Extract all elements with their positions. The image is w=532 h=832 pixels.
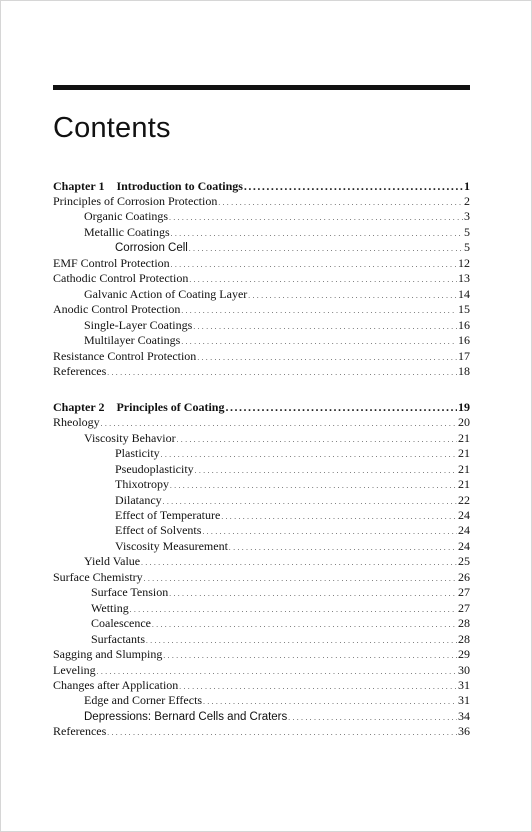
toc-entry[interactable]: [53, 678, 470, 693]
dot-leader: [141, 556, 457, 571]
toc-entry-label: Effect of Solvents: [115, 523, 202, 537]
dot-leader: [169, 587, 457, 602]
toc-entry[interactable]: [53, 477, 470, 492]
page-number: 24: [458, 523, 470, 537]
toc-entry[interactable]: [53, 302, 470, 317]
page-number: 12: [458, 256, 470, 270]
toc-entry[interactable]: [53, 647, 470, 662]
page-number: 15: [458, 302, 470, 316]
dot-leader: [170, 479, 457, 494]
toc-entry-label: Resistance Control Protection: [53, 349, 197, 363]
toc-entry[interactable]: [53, 446, 470, 461]
dot-leader: [202, 525, 457, 540]
page-number: 21: [458, 477, 470, 491]
page-number: 1: [464, 179, 470, 193]
toc-entry-label: Effect of Temperature: [115, 508, 221, 522]
toc-entry[interactable]: [53, 209, 470, 224]
toc-entry-label: Surface Tension: [91, 585, 169, 599]
contents-heading: Contents: [53, 112, 171, 144]
dot-leader: [244, 179, 463, 194]
dot-leader: [161, 448, 457, 463]
page-number: 29: [458, 647, 470, 661]
page-number: 14: [458, 287, 470, 301]
toc-entry-label: Leveling: [53, 663, 96, 677]
chapter-number: Chapter 2: [53, 400, 105, 414]
page-number: 3: [464, 209, 470, 223]
toc-entry[interactable]: [53, 523, 470, 538]
toc-entry-label: Cathodic Control Protection: [53, 271, 189, 285]
dot-leader: [181, 304, 457, 319]
dot-leader: [181, 335, 457, 350]
toc-entry[interactable]: [53, 462, 470, 477]
toc-entry[interactable]: [53, 693, 470, 708]
toc-entry[interactable]: [53, 709, 470, 724]
page-number: 2: [464, 194, 470, 208]
page-number: 16: [458, 333, 470, 347]
page-number: 19: [458, 400, 470, 414]
toc-entry[interactable]: [53, 570, 470, 585]
dot-leader: [107, 366, 457, 381]
toc-entry[interactable]: [53, 415, 470, 430]
toc-entry-label: Viscosity Behavior: [84, 431, 176, 445]
page-number: 17: [458, 349, 470, 363]
toc-entry[interactable]: [53, 585, 470, 600]
dot-leader: [189, 242, 463, 257]
toc-entry[interactable]: [53, 431, 470, 446]
page-number: 16: [458, 318, 470, 332]
page-number: 27: [458, 585, 470, 599]
page-number: 27: [458, 601, 470, 615]
toc-entry-label: Yield Value: [84, 554, 141, 568]
toc-entry-label: Metallic Coatings: [84, 225, 170, 239]
toc-entry-label: Principles of Corrosion Protection: [53, 194, 218, 208]
dot-leader: [101, 417, 457, 432]
dot-leader: [163, 649, 457, 664]
dot-leader: [169, 211, 463, 226]
toc-entry-label: Viscosity Measurement: [115, 539, 228, 553]
page-number: 21: [458, 446, 470, 460]
page-number: 5: [464, 240, 470, 254]
dot-leader: [225, 400, 457, 415]
page-number: 31: [458, 678, 470, 692]
toc-entry[interactable]: [53, 616, 470, 631]
toc-entry[interactable]: [53, 240, 470, 255]
page-number: 24: [458, 508, 470, 522]
top-rule: [53, 85, 470, 90]
toc-entry-label: References: [53, 364, 107, 378]
page-number: 30: [458, 663, 470, 677]
toc-entry-label: References: [53, 724, 107, 738]
toc-entry-label: Thixotropy: [115, 477, 169, 491]
page-number: 21: [458, 462, 470, 476]
toc-entry[interactable]: [53, 632, 470, 647]
toc-entry-label: Sagging and Slumping: [53, 647, 163, 661]
chapter-1-heading[interactable]: [53, 179, 470, 194]
toc-entry[interactable]: [53, 663, 470, 678]
toc-entry[interactable]: [53, 349, 470, 364]
toc-entry[interactable]: [53, 318, 470, 333]
toc-entry-label: Corrosion Cell: [115, 242, 188, 254]
toc-entry-label: Anodic Control Protection: [53, 302, 181, 316]
dot-leader: [203, 695, 457, 710]
chapter-title: Principles of Coating: [116, 400, 225, 414]
toc-entry-label: Edge and Corner Effects: [84, 693, 203, 707]
toc-entry-label: Dilatancy: [115, 493, 162, 507]
page-number: 22: [458, 493, 470, 507]
toc-entry[interactable]: [53, 601, 470, 616]
toc-entry-label: Surfactants: [91, 632, 145, 646]
page-number: 26: [458, 570, 470, 584]
toc-entry[interactable]: [53, 724, 470, 739]
toc-entry[interactable]: [53, 256, 470, 271]
toc-entry-label: Rheology: [53, 415, 100, 429]
page-number: 20: [458, 415, 470, 429]
toc-entry[interactable]: [53, 539, 470, 554]
toc-entry-label: Organic Coatings: [84, 209, 169, 223]
chapter-title: Introduction to Coatings: [116, 179, 243, 193]
page-number: 34: [458, 709, 470, 723]
toc-entry[interactable]: [53, 508, 470, 523]
toc-entry[interactable]: [53, 225, 470, 240]
chapter-number: Chapter 1: [53, 179, 105, 193]
page-number: 25: [458, 554, 470, 568]
dot-leader: [189, 273, 457, 288]
toc-entry-label: EMF Control Protection: [53, 256, 170, 270]
page-number: 21: [458, 431, 470, 445]
toc-entry[interactable]: [53, 554, 470, 569]
page-number: 24: [458, 539, 470, 553]
toc-entry-label: Galvanic Action of Coating Layer: [84, 287, 248, 301]
dot-leader: [107, 726, 457, 741]
page-number: 28: [458, 616, 470, 630]
page-number: 13: [458, 271, 470, 285]
toc-entry[interactable]: [53, 364, 470, 379]
page-number: 31: [458, 693, 470, 707]
toc-entry-label: Coalescence: [91, 616, 151, 630]
toc-entry-label: Multilayer Coatings: [84, 333, 181, 347]
toc-entry-label: Single-Layer Coatings: [84, 318, 193, 332]
toc-entry-label: Pseudoplasticity: [115, 462, 194, 476]
page-number: 36: [458, 724, 470, 738]
chapter-2-heading[interactable]: [53, 400, 470, 415]
toc-entry[interactable]: [53, 493, 470, 508]
toc-entry-label: Plasticity: [115, 446, 160, 460]
toc-entry-label: Changes after Application: [53, 678, 179, 692]
toc-entry-label: Depressions: Bernard Cells and Craters: [84, 711, 288, 723]
toc-entry-label: Wetting: [91, 601, 129, 615]
toc-entry[interactable]: [53, 333, 470, 348]
toc-entry[interactable]: [53, 271, 470, 286]
page-number: 5: [464, 225, 470, 239]
toc-entry[interactable]: [53, 194, 470, 209]
toc-entry-label: Surface Chemistry: [53, 570, 143, 584]
page-number: 28: [458, 632, 470, 646]
dot-leader: [152, 618, 457, 633]
toc-entry[interactable]: [53, 287, 470, 302]
page-number: 18: [458, 364, 470, 378]
